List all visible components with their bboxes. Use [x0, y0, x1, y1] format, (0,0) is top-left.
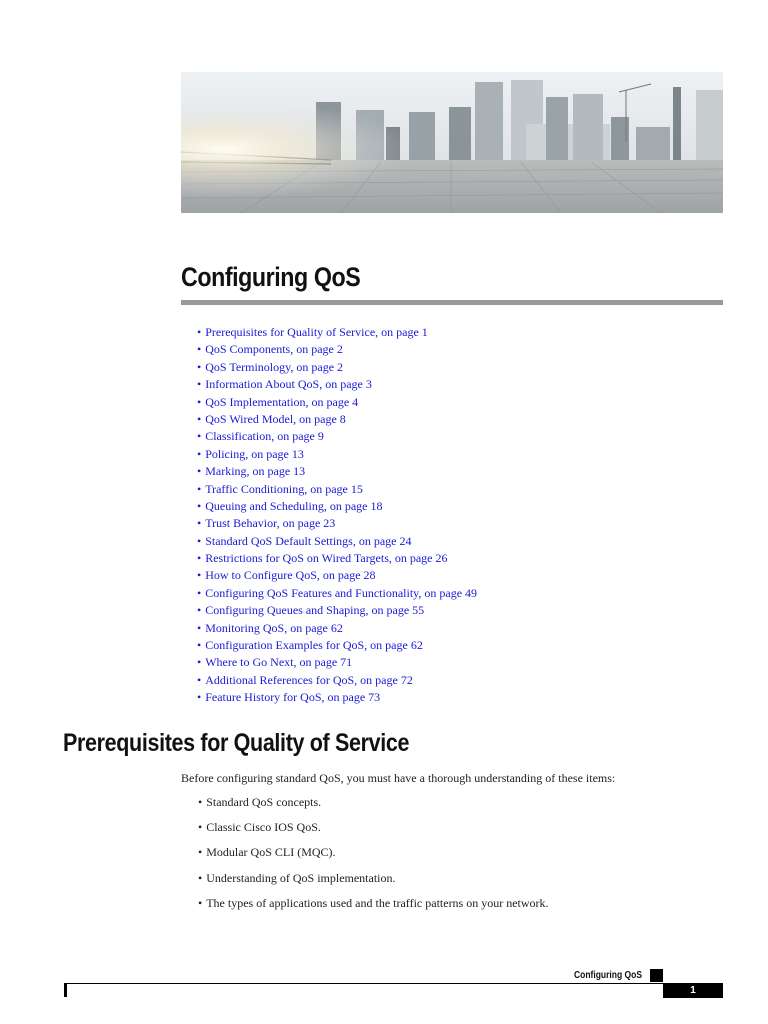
bullet: •: [198, 895, 203, 910]
footer-chapter-label: Configuring QoS: [574, 970, 642, 981]
list-item: [198, 896, 549, 921]
toc-item[interactable]: [197, 550, 477, 567]
bullet: •: [197, 568, 202, 583]
toc-link[interactable]: Marking, on page 13: [205, 464, 306, 479]
chapter-toc: [197, 324, 477, 707]
toc-item[interactable]: [197, 324, 477, 341]
footer-rule: [65, 983, 723, 984]
list-item-text: Modular QoS CLI (MQC).: [206, 845, 336, 860]
toc-link[interactable]: Traffic Conditioning, on page 15: [205, 481, 363, 496]
toc-item[interactable]: [197, 672, 477, 689]
toc-link[interactable]: Monitoring QoS, on page 62: [205, 620, 343, 635]
toc-link[interactable]: Information About QoS, on page 3: [205, 377, 372, 392]
toc-link[interactable]: Configuring QoS Features and Functionality, on page 49: [205, 585, 478, 600]
toc-item[interactable]: [197, 376, 477, 393]
section-intro: Before configuring standard QoS, you must have a thorough understanding of these items:: [181, 771, 616, 785]
toc-item[interactable]: [197, 585, 477, 602]
toc-link[interactable]: Queuing and Scheduling, on page 18: [205, 498, 383, 513]
toc-link[interactable]: Prerequisites for Quality of Service, on page 1: [205, 325, 428, 339]
bullet: •: [197, 620, 202, 635]
toc-item[interactable]: [197, 620, 477, 637]
toc-item[interactable]: [197, 515, 477, 532]
footer-marker: [650, 969, 663, 982]
chapter-banner-image: [181, 72, 723, 213]
bullet: •: [197, 359, 202, 374]
bullet: •: [198, 820, 203, 835]
list-item: [198, 871, 549, 896]
bullet: •: [197, 638, 202, 653]
toc-link[interactable]: Configuration Examples for QoS, on page 62: [205, 638, 423, 653]
toc-item[interactable]: [197, 498, 477, 515]
bullet: •: [197, 655, 202, 670]
toc-link[interactable]: Standard QoS Default Settings, on page 24: [205, 533, 412, 548]
toc-link[interactable]: QoS Components, on page 2: [205, 342, 343, 357]
title-rule: [181, 300, 723, 305]
bullet: •: [197, 516, 202, 531]
toc-item[interactable]: [197, 533, 477, 550]
bullet: •: [197, 672, 202, 687]
toc-item[interactable]: [197, 654, 477, 671]
bullet: •: [197, 429, 202, 444]
bullet: •: [197, 325, 202, 339]
bullet: •: [198, 870, 203, 885]
list-item-text: Classic Cisco IOS QoS.: [206, 820, 321, 835]
bullet: •: [197, 464, 202, 479]
toc-link[interactable]: Configuring Queues and Shaping, on page 55: [205, 603, 425, 618]
toc-item[interactable]: [197, 428, 477, 445]
bullet: •: [197, 377, 202, 392]
bullet: •: [198, 845, 203, 860]
toc-item[interactable]: [197, 411, 477, 428]
toc-item[interactable]: [197, 689, 477, 706]
bullet: •: [197, 342, 202, 357]
bullet: •: [198, 795, 203, 809]
toc-item[interactable]: [197, 481, 477, 498]
list-item: [198, 795, 549, 820]
toc-item[interactable]: [197, 463, 477, 480]
toc-item[interactable]: [197, 602, 477, 619]
bullet: •: [197, 690, 202, 705]
toc-link[interactable]: Classification, on page 9: [205, 429, 324, 444]
prerequisites-list: [198, 795, 549, 921]
toc-item[interactable]: [197, 637, 477, 654]
list-item: [198, 820, 549, 845]
toc-item[interactable]: [197, 359, 477, 376]
toc-link[interactable]: Policing, on page 13: [205, 446, 304, 461]
toc-link[interactable]: QoS Implementation, on page 4: [205, 394, 359, 409]
toc-link[interactable]: Feature History for QoS, on page 73: [205, 690, 381, 705]
toc-link[interactable]: How to Configure QoS, on page 28: [205, 568, 376, 583]
bullet: •: [197, 551, 202, 566]
bullet: •: [197, 411, 202, 426]
chapter-title: Configuring QoS: [181, 262, 361, 292]
bullet: •: [197, 481, 202, 496]
bullet: •: [197, 603, 202, 618]
toc-link[interactable]: Additional References for QoS, on page 72: [205, 672, 413, 687]
bullet: •: [197, 585, 202, 600]
list-item-text: The types of applications used and the traffic patterns on your network.: [206, 895, 549, 910]
toc-link[interactable]: Restrictions for QoS on Wired Targets, on page 26: [205, 551, 448, 566]
bullet: •: [197, 446, 202, 461]
section-title: Prerequisites for Quality of Service: [63, 729, 410, 757]
bullet: •: [197, 533, 202, 548]
toc-link[interactable]: QoS Wired Model, on page 8: [205, 411, 346, 426]
toc-item[interactable]: [197, 394, 477, 411]
toc-item[interactable]: [197, 341, 477, 358]
toc-item[interactable]: [197, 567, 477, 584]
toc-item[interactable]: [197, 446, 477, 463]
bullet: •: [197, 394, 202, 409]
page-number: 1: [663, 983, 723, 998]
footer-left-mark: [64, 983, 67, 997]
bullet: •: [197, 498, 202, 513]
list-item-text: Understanding of QoS implementation.: [206, 870, 396, 885]
toc-link[interactable]: Where to Go Next, on page 71: [205, 655, 353, 670]
list-item: [198, 845, 549, 870]
toc-link[interactable]: QoS Terminology, on page 2: [205, 359, 344, 374]
toc-link[interactable]: Trust Behavior, on page 23: [205, 516, 336, 531]
list-item-text: Standard QoS concepts.: [206, 795, 322, 809]
